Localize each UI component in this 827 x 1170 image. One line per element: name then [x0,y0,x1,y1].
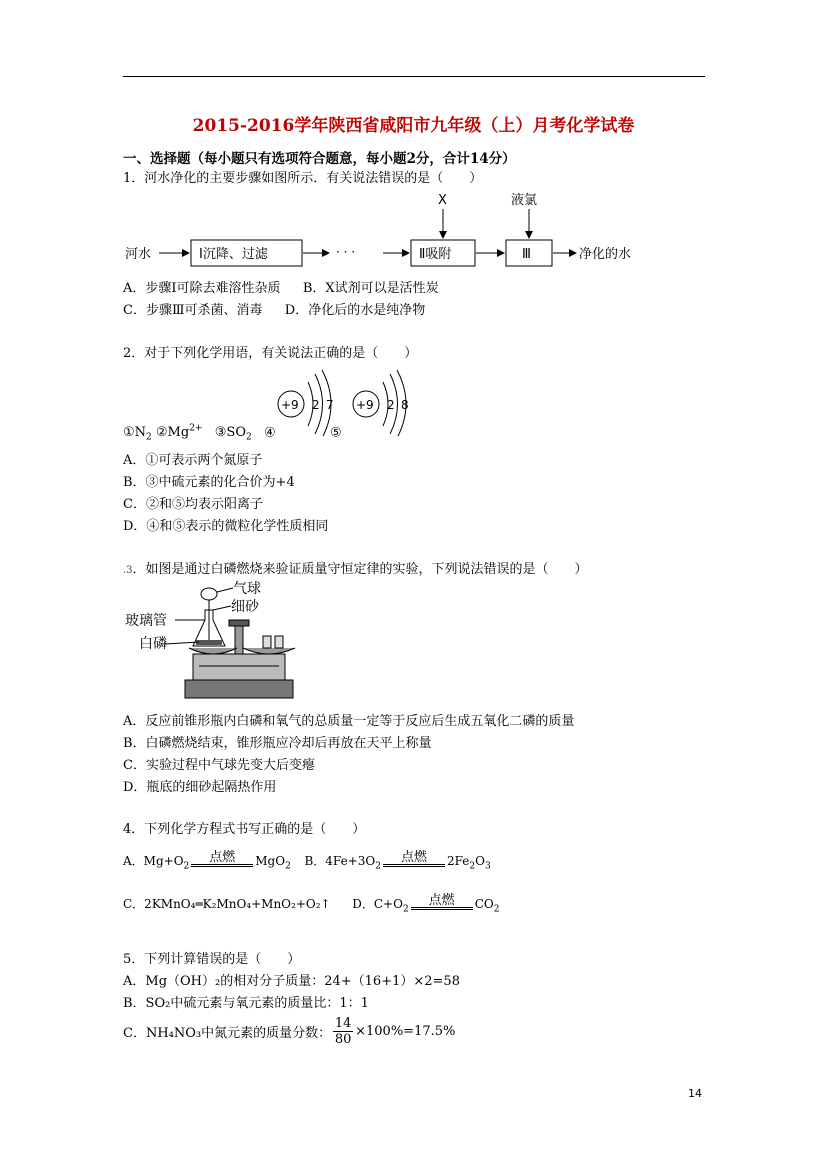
fraction [333,1016,353,1047]
q2-stem: 2．对于下列化学用语，有关说法正确的是（ ） [123,346,418,361]
condition-label: 点燃 [400,850,427,866]
q2-option-c[interactable]: C．②和⑤均表示阳离子 [123,497,263,512]
page-number: 14 [688,1087,702,1100]
shell1-electrons: 2 [387,398,395,412]
chlorine-label: 液氯 [511,193,538,208]
q1-option-c[interactable]: C．步骤Ⅲ可杀菌、消毒 [123,303,263,318]
q3-stem: ．如图是通过白磷燃烧来验证质量守恒定律的实验，下列说法错误的是（ ） [132,562,588,577]
ellipsis: · · · [336,245,356,259]
step2-label: Ⅱ吸附 [419,247,452,262]
q4-stem: 4．下列化学方程式书写正确的是（ ） [123,822,366,837]
q4-option-d[interactable]: D．$C+O_2$ 点燃 $CO_2$ [352,897,499,911]
step1-label: Ⅰ沉降、过滤 [199,247,268,262]
atom-diagram-5 [353,370,409,436]
q3-number-prefix: .3 [123,565,133,576]
output-label: 净化的水 [579,247,632,262]
fraction-numerator: 14 [334,1016,352,1031]
q1-option-d[interactable]: D．净化后的水是纯净物 [284,303,426,318]
shell1-electrons: 2 [312,398,320,412]
nucleus-charge: +9 [356,398,374,412]
step3-label: Ⅲ [522,247,531,262]
shell2-electrons: 8 [401,398,409,412]
q5-option-c[interactable]: C．NH₄NO₃中氮元素的质量分数： 14 80 ×100%=17.5% [123,1016,456,1047]
q2-option-a[interactable]: A．①可表示两个氮原子 [123,453,263,468]
q4-option-b[interactable]: B．$4Fe+3O_2$ 点燃 $2Fe_2O_3$ [304,854,490,868]
q1-option-b[interactable]: B．X试剂可以是活性炭 [302,281,439,296]
q4-option-a[interactable]: A．$Mg+O_2$ 点燃 MgO$_2$ [123,854,291,868]
river-label: 河水 [125,247,152,262]
nucleus-charge: +9 [281,398,299,412]
sand-label: 细砂 [231,599,259,615]
q5-option-a[interactable]: A．Mg（OH）₂的相对分子质量：24+（16+1）×2=58 [123,974,460,989]
balloon-label: 气球 [233,581,261,597]
q1-stem: 1．河水净化的主要步骤如图所示．有关说法错误的是（ ） [123,171,483,186]
section-heading: 一、选择题（每小题只有选项符合题意，每小题2分，合计14分） [123,151,516,167]
q3-option-c[interactable]: C．实验过程中气球先变大后变瘪 [123,758,315,773]
q3-option-d[interactable]: D．瓶底的细砂起隔热作用 [123,780,277,795]
balance-experiment-figure [123,580,323,708]
symbol-4: ④ [264,425,276,441]
q4-option-c[interactable]: C．2KMnO₄═K₂MnO₄+MnO₂+O₂↑ [123,897,331,911]
header-rule [123,76,705,77]
q2-option-b[interactable]: B．③中硫元素的化合价为+4 [123,475,295,490]
fraction-denominator: 80 [334,1032,352,1047]
q5-stem: 5．下列计算错误的是（ ） [123,952,301,967]
white-phosphorus-label: 白磷 [139,636,167,652]
q2-option-d[interactable]: D．④和⑤表示的微粒化学性质相同 [123,519,329,534]
condition-label: 点燃 [428,893,455,909]
symbol-3: $③SO_2$ [214,425,252,443]
q3-option-a[interactable]: A．反应前锥形瓶内白磷和氧气的总质量一定等于反应后生成五氧化二磷的质量 [123,714,575,729]
q1-flow-diagram [123,188,663,270]
shell2-electrons: 7 [326,398,334,412]
symbol-2: $②Mg^{2+}$ [155,424,203,441]
q1-option-a[interactable]: A．步骤Ⅰ可除去难溶性杂质 [123,281,281,296]
reagent-x-label: X [438,193,447,208]
condition-label: 点燃 [209,850,236,866]
page-title: 2015-2016学年陕西省咸阳市九年级（上）月考化学试卷 [192,116,635,136]
q5-option-b[interactable]: B．SO₂中硫元素与氧元素的质量比：1：1 [123,996,369,1011]
q3-option-b[interactable]: B．白磷燃烧结束，锥形瓶应冷却后再放在天平上称量 [123,736,432,751]
symbol-1: $①N_2$ [123,425,152,443]
glass-tube-label: 玻璃管 [125,613,167,629]
symbol-5: ⑤ [329,425,342,441]
